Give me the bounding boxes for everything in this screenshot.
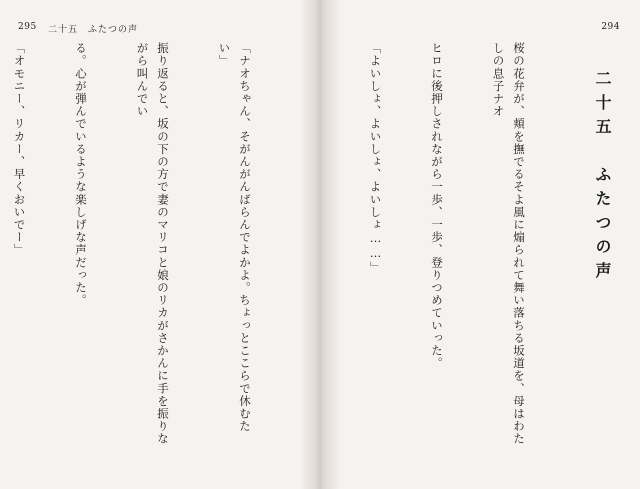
text-line: 「よいしょ、よいしょ、よいしょ……」 bbox=[368, 42, 383, 274]
right-page bbox=[318, 0, 640, 489]
right-page-body bbox=[350, 42, 570, 447]
text-line: 「オモニー、リカー、早くおいでー」 bbox=[12, 42, 27, 257]
running-head: 二十五 ふたつの声 bbox=[48, 25, 139, 35]
text-line: ヒロに後押しされながら一歩、一歩、登りつめていった。 bbox=[430, 42, 444, 370]
right-page-number: 294 bbox=[601, 22, 620, 32]
chapter-title: 二十五 ふたつの声 bbox=[593, 70, 612, 286]
text-line: 「ナオちゃん、そがんがんばらんでよかよ。ちょっとここらで休むたい」 bbox=[217, 42, 252, 433]
text-line: 桜の花弁が、頬を撫でるそよ風に煽られて舞い落ちる坂道を、母はわたしの息子ナオ bbox=[491, 42, 526, 446]
left-page-body bbox=[6, 42, 296, 447]
book-gutter bbox=[300, 0, 340, 489]
text-line: る。心が弾んでいるような楽しげな声だった。 bbox=[74, 42, 88, 307]
text-line: 振り返ると、坂の下の方で妻のマリコと娘のリカがさかんに手を振りながら叫んでい bbox=[135, 42, 170, 446]
left-page-number: 295 bbox=[18, 22, 37, 32]
left-page bbox=[0, 0, 318, 489]
